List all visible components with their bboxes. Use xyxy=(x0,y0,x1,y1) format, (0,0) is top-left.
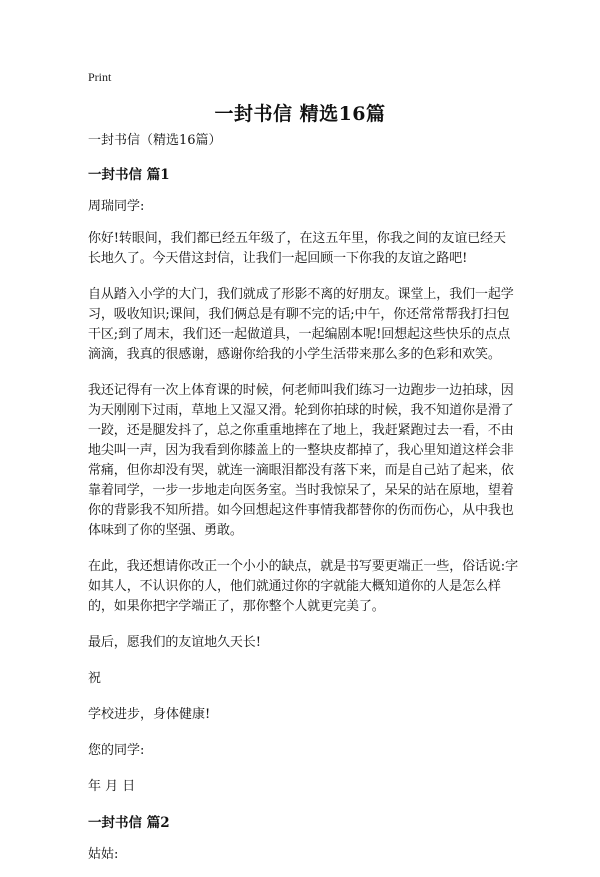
paragraph: 最后，愿我们的友谊地久天长! xyxy=(88,635,261,650)
document-body xyxy=(88,131,518,877)
salutation-2: 姑姑: xyxy=(88,847,119,862)
section-heading-1: 一封书信 篇1 xyxy=(88,167,170,183)
page-title: 一封书信 精选16篇 xyxy=(214,103,386,125)
paragraph: 在此，我还想请你改正一个小小的缺点，就是书写要更端正一些，俗话说:字如其人，不认识你的人，他们就通过你的字就能大概知道你的人是怎么样的，如果你把字学端正了，那你整个人就更完美了。 xyxy=(88,559,518,614)
paragraph: 自从踏入小学的大门，我们就成了形影不离的好朋友。课堂上，我们一起学习，吸收知识;课间，我们俩总是有聊不完的话;中午，你还常常帮我打扫包干区;到了周末，我们还一起做道具，一起编剧本呢!回想起这些快乐的点点滴滴，我真的很感谢，感谢你给我的小学生活带来那么多的色彩和欢笑。 xyxy=(88,287,514,362)
closing-line: 学校进步，身体健康! xyxy=(88,707,211,722)
paragraph: 你好!转眼间，我们都已经五年级了，在这五年里，你我之间的友谊已经天长地久了。今天借这封信，让我们一起回顾一下你我的友谊之路吧! xyxy=(88,231,506,266)
section-heading-2: 一封书信 篇2 xyxy=(88,815,170,831)
paragraph: 我还记得有一次上体育课的时候，何老师叫我们练习一边跑步一边拍球，因为天刚刚下过雨，草地上又湿又滑。轮到你拍球的时候，我不知道你是滑了一跤，还是腿发抖了，总之你重重地摔在了地上，我赶紧跑过去一看，不由地尖叫一声，因为我看到你膝盖上的一整块皮都掉了，我心里知道这样会非常痛，但你却没有哭，就连一滴眼泪都没有落下来，而是自己站了起来，依靠着同学，一步一步地走向医务室。当时我惊呆了，呆呆的站在原地，望着你的背影我不知所措。如今回想起这件事情我都替你的伤而伤心，从中我也体味到了你的坚强、勇敢。 xyxy=(88,383,514,538)
closing-line: 您的同学: xyxy=(88,743,145,758)
closing-line: 年 月 日 xyxy=(88,779,136,794)
salutation-1: 周瑞同学: xyxy=(88,199,145,214)
closing-line: 祝 xyxy=(88,671,102,686)
document-subtitle: 一封书信（精选16篇） xyxy=(88,133,222,148)
print-label: Print xyxy=(88,70,112,84)
